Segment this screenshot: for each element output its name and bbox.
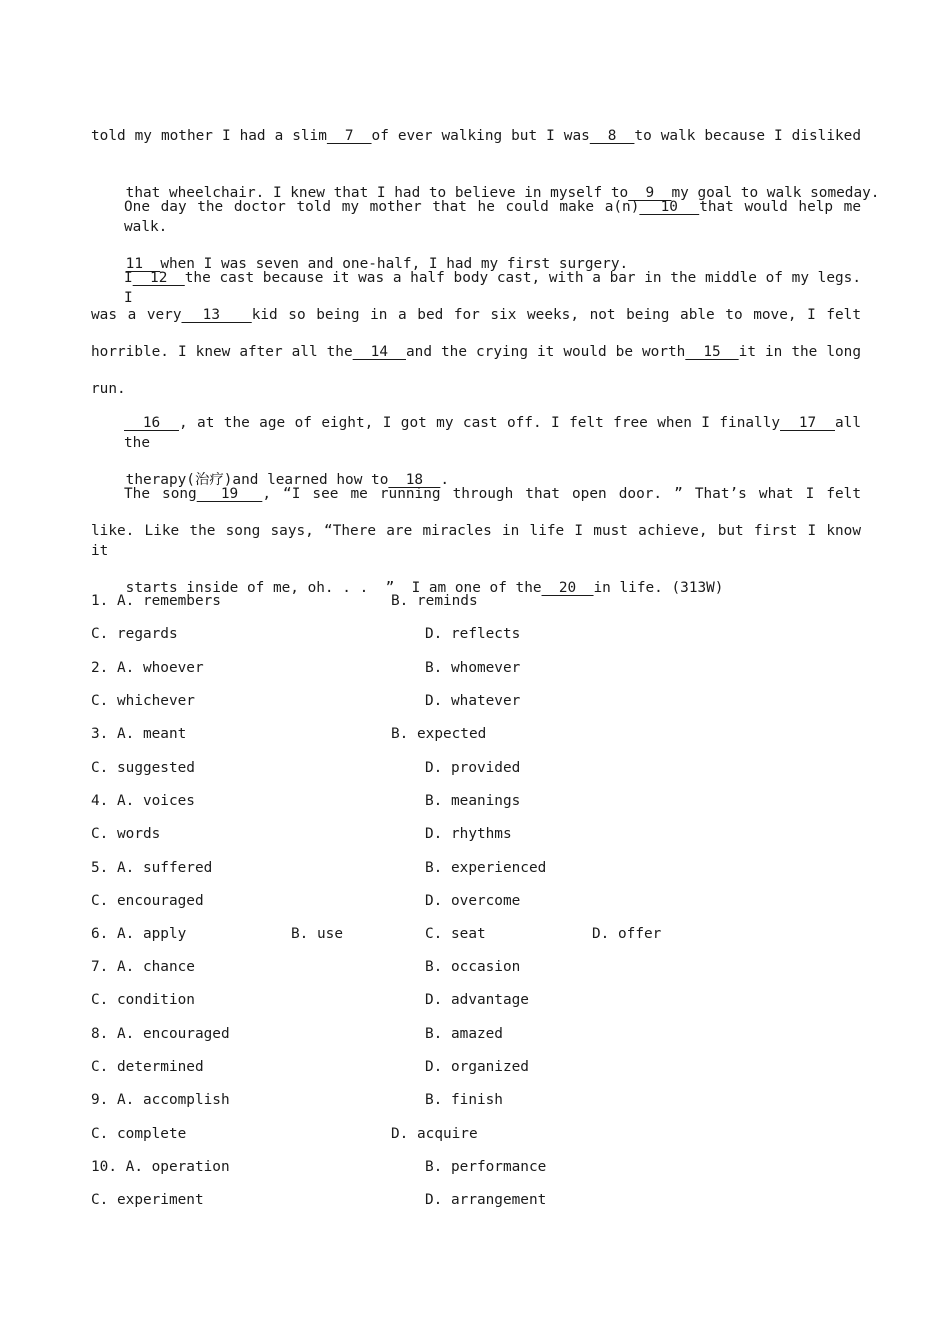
option-b: B. occasion xyxy=(425,959,521,975)
passage-line xyxy=(124,413,861,453)
passage-line xyxy=(91,305,861,325)
option-b: B. meanings xyxy=(425,793,521,809)
option-a: 9. A. accomplish xyxy=(91,1092,230,1108)
blank-16: 16 xyxy=(124,415,179,431)
passage-line: like. Like the song says, “There are miracles in life I must achieve, but first I know it xyxy=(91,523,861,559)
blank-18: 18 xyxy=(388,472,441,488)
text-run: , “I see me running through that open door. ” That’s what I felt xyxy=(262,486,862,502)
option-b: B. use xyxy=(291,926,343,942)
text-run: One day the doctor told my mother that he could make a(n) xyxy=(124,199,640,215)
option-a: 10. A. operation xyxy=(91,1159,230,1175)
text-run: kid so being in a bed for six weeks, not being able to move, I felt xyxy=(251,307,862,323)
blank-19: 19 xyxy=(196,486,263,502)
option-d: D. rhythms xyxy=(425,826,512,842)
option-c: C. complete xyxy=(91,1126,187,1142)
passage-line xyxy=(91,126,861,146)
option-a: 4. A. voices xyxy=(91,793,195,809)
passage-line xyxy=(124,268,861,308)
blank-7: 7 xyxy=(326,128,372,144)
option-a: 8. A. encouraged xyxy=(91,1026,230,1042)
text-run: therapy(治疗)and learned how to xyxy=(125,472,389,488)
option-a: 1. A. remembers xyxy=(91,593,221,609)
text-run: that would help me walk. xyxy=(124,199,862,235)
option-a: 3. A. meant xyxy=(91,726,187,742)
text-run: to walk because I disliked xyxy=(634,128,861,144)
passage-line xyxy=(91,342,861,362)
option-b: B. experienced xyxy=(425,860,547,876)
option-d: D. arrangement xyxy=(425,1192,547,1208)
blank-17: 17 xyxy=(780,415,835,431)
option-c: C. words xyxy=(91,826,161,842)
option-a: 6. A. apply xyxy=(91,926,187,942)
option-b: B. finish xyxy=(425,1092,503,1108)
blank-11: 11 xyxy=(125,256,161,272)
text-run: starts inside of me, oh. . . ” I am one of the xyxy=(125,580,542,596)
option-d: D. offer xyxy=(592,926,662,942)
text-run: in life. (313W) xyxy=(593,580,724,596)
option-b: B. performance xyxy=(425,1159,547,1175)
text-run: that wheelchair. I knew that I had to believe in myself to xyxy=(125,185,629,201)
option-c: C. whichever xyxy=(91,693,195,709)
option-c: C. condition xyxy=(91,992,195,1008)
text-run: all the xyxy=(124,415,861,451)
option-b: B. amazed xyxy=(425,1026,503,1042)
option-d: D. organized xyxy=(425,1059,529,1075)
blank-13: 13 xyxy=(181,307,252,323)
text-run: of ever walking but I was xyxy=(371,128,590,144)
option-a: 2. A. whoever xyxy=(91,660,204,676)
option-c: C. encouraged xyxy=(91,893,204,909)
text-run: . xyxy=(440,472,450,488)
text-run: it in the long xyxy=(738,344,861,360)
blank-20: 20 xyxy=(541,580,594,596)
option-c: C. experiment xyxy=(91,1192,204,1208)
option-b: B. expected xyxy=(391,726,487,742)
text-run: horrible. I knew after all the xyxy=(91,344,353,360)
blank-8: 8 xyxy=(589,128,635,144)
text-run: when I was seven and one-half, I had my first surgery. xyxy=(160,256,629,272)
text-run: and the crying it would be worth xyxy=(406,344,686,360)
option-d: D. acquire xyxy=(391,1126,478,1142)
blank-12: 12 xyxy=(132,270,185,286)
option-d: D. whatever xyxy=(425,693,521,709)
text-run: my goal to walk someday. xyxy=(671,185,880,201)
blank-10: 10 xyxy=(639,199,700,215)
option-a: 7. A. chance xyxy=(91,959,195,975)
option-c: C. suggested xyxy=(91,760,195,776)
text-run: The song xyxy=(124,486,197,502)
text-run: , at the age of eight, I got my cast off. I felt free when I finally xyxy=(178,415,781,431)
passage-line: run. xyxy=(91,381,126,397)
option-b: B. whomever xyxy=(425,660,521,676)
blank-15: 15 xyxy=(685,344,739,360)
option-d: D. advantage xyxy=(425,992,529,1008)
option-c: C. determined xyxy=(91,1059,204,1075)
option-c: C. seat xyxy=(425,926,486,942)
option-d: D. overcome xyxy=(425,893,521,909)
option-d: D. reflects xyxy=(425,626,521,642)
option-a: 5. A. suffered xyxy=(91,860,213,876)
text-run: I xyxy=(124,270,133,286)
passage-line xyxy=(124,484,861,504)
option-d: D. provided xyxy=(425,760,521,776)
text-run: was a very xyxy=(91,307,182,323)
passage-line xyxy=(124,197,861,237)
text-run: told my mother I had a slim xyxy=(91,128,327,144)
option-b: B. reminds xyxy=(391,593,478,609)
text-run: the cast because it was a half body cast, with a bar in the middle of my legs. I xyxy=(124,270,861,306)
blank-9: 9 xyxy=(628,185,672,201)
blank-14: 14 xyxy=(352,344,406,360)
option-c: C. regards xyxy=(91,626,178,642)
